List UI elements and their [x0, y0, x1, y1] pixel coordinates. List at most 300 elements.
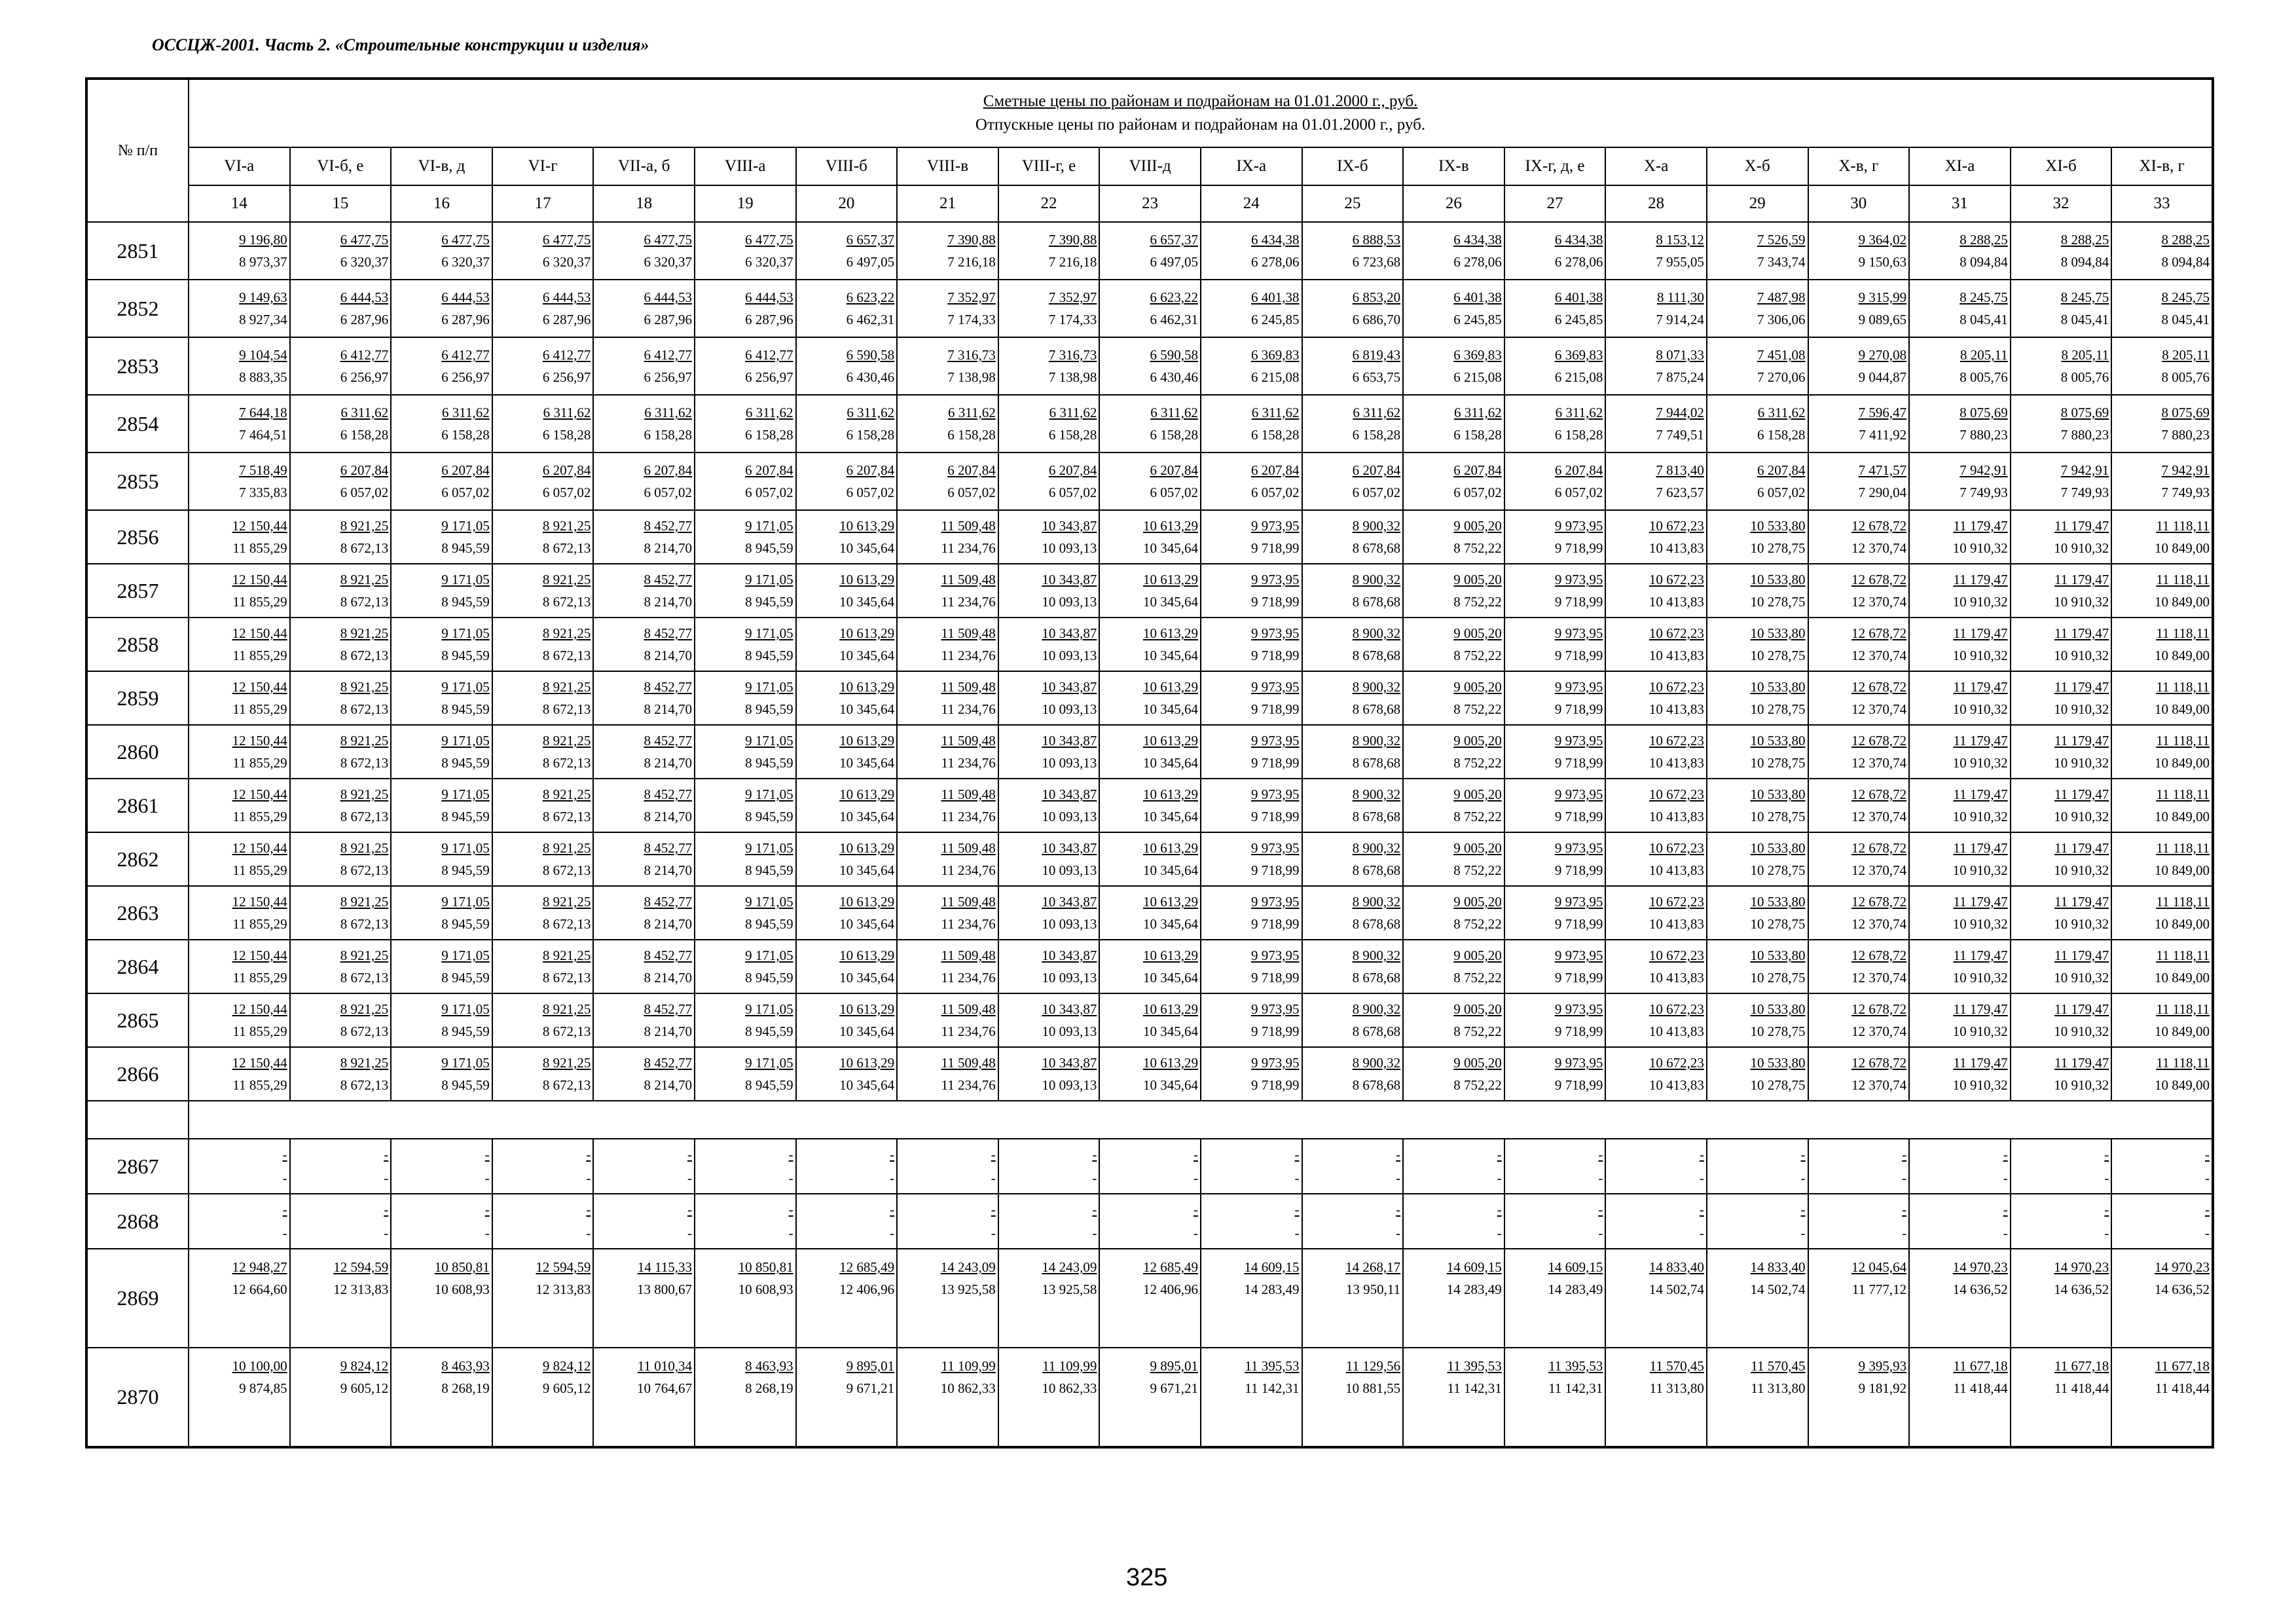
estimate-price: 10 672,23	[1649, 733, 1704, 748]
release-price: 6 158,28	[1554, 427, 1603, 443]
row-number: 2865	[86, 993, 189, 1047]
release-price: 6 430,46	[846, 369, 895, 385]
release-price: 10 910,32	[2054, 594, 2109, 610]
estimate-price: 9 395,93	[1858, 1358, 1907, 1374]
release-price: 12 370,74	[1851, 916, 1907, 932]
release-price: -	[484, 1170, 490, 1186]
release-price: 7 914,24	[1656, 312, 1704, 327]
price-cell	[2011, 395, 2112, 452]
price-cell	[897, 725, 998, 779]
price-cell	[1504, 940, 1606, 993]
price-cell	[391, 1139, 492, 1194]
estimate-price: 11 509,48	[941, 1001, 996, 1017]
release-price: 9 718,99	[1554, 970, 1603, 986]
price-cell	[391, 452, 492, 510]
price-cell	[189, 886, 290, 940]
release-price: 8 752,22	[1453, 916, 1502, 932]
release-price: 8 214,70	[644, 648, 692, 663]
column-index: 25	[1302, 185, 1404, 222]
estimate-price: 6 434,38	[1453, 232, 1502, 248]
release-price: 10 278,75	[1750, 916, 1806, 932]
estimate-price: 7 942,91	[2060, 462, 2109, 478]
estimate-price: 12 150,44	[232, 733, 287, 748]
release-price: 10 413,83	[1649, 1077, 1704, 1093]
estimate-price: 11 109,99	[941, 1358, 996, 1374]
price-cell	[2111, 671, 2213, 725]
release-price: 10 910,32	[1952, 648, 2008, 663]
release-price: 6 256,97	[542, 369, 591, 385]
estimate-price: -	[687, 1147, 692, 1162]
release-price: 6 287,96	[340, 312, 389, 327]
price-cell	[1201, 510, 1302, 564]
price-cell	[897, 337, 998, 395]
column-index: 30	[1808, 185, 1910, 222]
release-price: 10 278,75	[1750, 701, 1806, 717]
region-header: XI-а	[1909, 147, 2011, 185]
release-price: 10 093,13	[1042, 540, 1097, 556]
estimate-price: 6 657,37	[846, 232, 895, 248]
estimate-price: 10 672,23	[1649, 786, 1704, 802]
estimate-price: 10 613,29	[839, 518, 895, 534]
estimate-price: 6 444,53	[542, 289, 591, 305]
estimate-price: 14 609,15	[1548, 1259, 1603, 1275]
estimate-price: 8 245,75	[2060, 289, 2109, 305]
estimate-price: 11 179,47	[1953, 733, 2008, 748]
release-price: 10 345,64	[839, 1077, 895, 1093]
price-cell	[1605, 452, 1707, 510]
release-price: 7 955,05	[1656, 254, 1704, 270]
price-cell	[1504, 395, 1606, 452]
row-number: 2853	[86, 337, 189, 395]
price-cell	[189, 725, 290, 779]
release-price: 10 093,13	[1042, 1077, 1097, 1093]
price-cell	[1201, 564, 1302, 618]
row-number: 2852	[86, 280, 189, 337]
price-cell	[189, 618, 290, 671]
release-price: 8 005,76	[2060, 369, 2109, 385]
release-price: 6 430,46	[1150, 369, 1198, 385]
price-cell	[1302, 395, 1404, 452]
release-price: 10 345,64	[839, 594, 895, 610]
release-price: 8 214,70	[644, 862, 692, 878]
price-cell	[1605, 337, 1707, 395]
estimate-price: 11 179,47	[2054, 894, 2109, 910]
price-cell	[2011, 1139, 2112, 1194]
estimate-price: 12 678,72	[1851, 679, 1907, 695]
price-cell	[391, 1194, 492, 1249]
release-price: 10 413,83	[1649, 809, 1704, 824]
release-price: 7 270,06	[1757, 369, 1806, 385]
price-cell	[1201, 993, 1302, 1047]
estimate-price: 6 412,77	[340, 347, 389, 363]
price-cell	[2011, 671, 2112, 725]
price-cell	[1808, 337, 1910, 395]
estimate-price: 9 171,05	[441, 625, 490, 641]
price-cell	[796, 564, 898, 618]
estimate-price: 6 311,62	[644, 405, 692, 420]
price-cell	[1403, 1249, 1504, 1348]
price-cell	[593, 395, 695, 452]
price-cell	[1403, 993, 1504, 1047]
release-price: 8 672,13	[542, 701, 591, 717]
price-cell	[391, 280, 492, 337]
row-number: 2857	[86, 564, 189, 618]
estimate-price: 9 104,54	[239, 347, 287, 363]
table-row	[86, 395, 2213, 452]
column-index: 20	[796, 185, 898, 222]
price-cell	[695, 940, 796, 993]
region-header: VIII-б	[796, 147, 898, 185]
price-cell	[1808, 993, 1910, 1047]
estimate-price: 8 921,25	[340, 1055, 389, 1071]
price-cell	[1099, 564, 1201, 618]
estimate-price: 8 452,77	[644, 625, 692, 641]
price-cell	[2011, 940, 2112, 993]
price-cell	[1099, 1249, 1201, 1348]
price-cell	[1605, 510, 1707, 564]
release-price: 8 945,59	[745, 970, 793, 986]
release-price: 6 057,02	[1352, 485, 1401, 500]
price-cell	[1605, 671, 1707, 725]
release-price: 7 138,98	[1048, 369, 1097, 385]
estimate-price: 11 010,34	[637, 1358, 692, 1374]
release-price: 10 345,64	[839, 1024, 895, 1039]
release-price: 8 945,59	[745, 701, 793, 717]
price-cell	[695, 886, 796, 940]
price-cell	[492, 337, 594, 395]
price-cell	[1302, 940, 1404, 993]
estimate-price: 11 118,11	[2156, 948, 2210, 963]
region-header: X-б	[1707, 147, 1808, 185]
release-price: 11 855,29	[232, 862, 287, 878]
release-price: 6 320,37	[644, 254, 692, 270]
estimate-price: 12 150,44	[232, 625, 287, 641]
table-row	[86, 618, 2213, 671]
price-cell	[695, 618, 796, 671]
estimate-price: 8 900,32	[1352, 572, 1401, 587]
release-price: 9 150,63	[1858, 254, 1907, 270]
release-price: 9 044,87	[1858, 369, 1907, 385]
estimate-price: 6 412,77	[441, 347, 490, 363]
estimate-price: 11 509,48	[941, 679, 996, 695]
release-price: 10 413,83	[1649, 1024, 1704, 1039]
row-number: 2870	[86, 1348, 189, 1447]
release-price: 11 234,76	[941, 862, 996, 878]
price-cell	[796, 510, 898, 564]
estimate-price: 11 509,48	[941, 840, 996, 856]
row-number	[86, 1101, 189, 1139]
price-cell	[391, 886, 492, 940]
price-cell	[1909, 671, 2011, 725]
price-cell	[2111, 993, 2213, 1047]
price-cell	[1909, 832, 2011, 886]
estimate-price: -	[687, 1202, 692, 1217]
estimate-price: -	[1800, 1147, 1806, 1162]
release-price: 8 672,13	[340, 540, 389, 556]
price-cell	[1099, 618, 1201, 671]
estimate-price: 11 118,11	[2156, 786, 2210, 802]
release-price: 9 718,99	[1251, 1077, 1300, 1093]
price-cell	[1707, 452, 1808, 510]
estimate-price: 11 118,11	[2156, 679, 2210, 695]
estimate-price: 12 594,59	[536, 1259, 591, 1275]
column-index: 15	[290, 185, 392, 222]
release-price: 6 320,37	[745, 254, 793, 270]
release-price: 10 278,75	[1750, 809, 1806, 824]
price-cell	[796, 618, 898, 671]
estimate-price: 7 813,40	[1656, 462, 1704, 478]
price-cell	[1605, 280, 1707, 337]
release-price: 10 093,13	[1042, 755, 1097, 771]
price-cell	[1201, 832, 1302, 886]
estimate-price: 8 921,25	[340, 1001, 389, 1017]
estimate-price: 9 171,05	[745, 1055, 793, 1071]
estimate-price: 9 171,05	[745, 840, 793, 856]
price-cell	[290, 280, 392, 337]
price-cell	[897, 618, 998, 671]
price-cell	[2011, 993, 2112, 1047]
estimate-price: 7 487,98	[1757, 289, 1806, 305]
estimate-price: 9 171,05	[441, 733, 490, 748]
estimate-price: 11 179,47	[1953, 518, 2008, 534]
estimate-price: 6 412,77	[644, 347, 692, 363]
price-cell	[290, 510, 392, 564]
price-cell	[593, 940, 695, 993]
release-price: 10 278,75	[1750, 755, 1806, 771]
price-cell	[189, 280, 290, 337]
release-price: 6 158,28	[947, 427, 996, 443]
estimate-price: 11 677,18	[1953, 1358, 2008, 1374]
price-cell	[2111, 395, 2213, 452]
release-price: -	[384, 1170, 389, 1186]
release-price: 6 278,06	[1554, 254, 1603, 270]
estimate-price: 6 207,84	[644, 462, 692, 478]
price-cell	[2111, 1047, 2213, 1101]
release-price: 9 718,99	[1251, 1024, 1300, 1039]
estimate-price: 10 343,87	[1042, 840, 1097, 856]
release-price: -	[384, 1225, 389, 1241]
estimate-price: 8 452,77	[644, 948, 692, 963]
release-price: 8 678,68	[1352, 648, 1401, 663]
release-price: 13 950,11	[1345, 1282, 1401, 1297]
price-cell	[2111, 452, 2213, 510]
price-cell	[1403, 1139, 1504, 1194]
price-cell	[897, 886, 998, 940]
release-price: 8 005,76	[1959, 369, 2008, 385]
estimate-price: 11 509,48	[941, 786, 996, 802]
estimate-price: 9 171,05	[441, 518, 490, 534]
region-header: VIII-г, е	[998, 147, 1100, 185]
release-price: 10 278,75	[1750, 862, 1806, 878]
price-cell	[1909, 280, 2011, 337]
region-header: XI-б	[2011, 147, 2112, 185]
release-price: 8 945,59	[441, 594, 490, 610]
price-table	[85, 77, 2214, 1449]
estimate-price: 11 179,47	[2054, 1055, 2109, 1071]
column-index: 17	[492, 185, 594, 222]
price-cell	[998, 1249, 1100, 1348]
price-cell	[2011, 1348, 2112, 1447]
estimate-price: 9 973,95	[1554, 733, 1603, 748]
release-price: 9 605,12	[340, 1380, 389, 1396]
price-cell	[1605, 618, 1707, 671]
price-cell	[2111, 725, 2213, 779]
estimate-price: -	[2205, 1147, 2210, 1162]
estimate-price: 9 973,95	[1554, 948, 1603, 963]
estimate-price: 8 111,30	[1656, 289, 1704, 305]
release-price: 8 672,13	[340, 1077, 389, 1093]
release-price: 11 418,44	[1953, 1380, 2008, 1396]
price-cell	[492, 1139, 594, 1194]
column-index: 18	[593, 185, 695, 222]
estimate-price: 8 921,25	[340, 518, 389, 534]
estimate-price: 11 179,47	[1953, 572, 2008, 587]
estimate-price: 11 509,48	[941, 894, 996, 910]
price-cell	[1605, 1348, 1707, 1447]
price-cell	[189, 1348, 290, 1447]
estimate-price: 6 207,84	[542, 462, 591, 478]
release-price: 6 287,96	[644, 312, 692, 327]
release-price: -	[2205, 1225, 2210, 1241]
estimate-price: 6 311,62	[1251, 405, 1300, 420]
release-price: 10 910,32	[2054, 1077, 2109, 1093]
release-price: 9 718,99	[1554, 648, 1603, 663]
release-price: 12 406,96	[1142, 1282, 1198, 1297]
release-price: 10 345,64	[839, 862, 895, 878]
price-cell	[1808, 1348, 1910, 1447]
price-cell	[1808, 510, 1910, 564]
price-cell	[189, 779, 290, 832]
price-cell	[796, 725, 898, 779]
estimate-price: 12 045,64	[1851, 1259, 1907, 1275]
release-price: 10 910,32	[1952, 755, 2008, 771]
release-price: 7 290,04	[1858, 485, 1907, 500]
estimate-price: 8 921,25	[340, 679, 389, 695]
row-number: 2859	[86, 671, 189, 725]
release-price: 8 945,59	[441, 540, 490, 556]
price-cell	[1099, 1348, 1201, 1447]
price-cell	[391, 993, 492, 1047]
release-price: 10 910,32	[2054, 1024, 2109, 1039]
release-price: 8 672,13	[542, 594, 591, 610]
estimate-price: 11 118,11	[2156, 1055, 2210, 1071]
release-price: 8 945,59	[745, 648, 793, 663]
price-cell	[2011, 337, 2112, 395]
price-cell	[695, 1249, 796, 1348]
release-price: 10 910,32	[1952, 1077, 2008, 1093]
release-price: -	[1800, 1225, 1806, 1241]
release-price: 11 234,76	[941, 755, 996, 771]
estimate-price: 12 685,49	[1142, 1259, 1198, 1275]
release-price: 6 158,28	[745, 427, 793, 443]
release-price: 10 093,13	[1042, 862, 1097, 878]
estimate-price: 12 678,72	[1851, 625, 1907, 641]
release-price: 8 672,13	[340, 970, 389, 986]
price-cell	[1808, 618, 1910, 671]
estimate-price: 9 005,20	[1453, 518, 1502, 534]
release-price: 11 142,31	[1447, 1380, 1502, 1396]
release-price: 10 862,33	[1042, 1380, 1097, 1396]
release-price: -	[1193, 1170, 1198, 1186]
estimate-price: 9 171,05	[441, 1001, 490, 1017]
estimate-price: 12 594,59	[333, 1259, 389, 1275]
release-price: 10 910,32	[1952, 809, 2008, 824]
estimate-price: 7 451,08	[1757, 347, 1806, 363]
estimate-price: 7 316,73	[1048, 347, 1097, 363]
estimate-price: 12 948,27	[232, 1259, 287, 1275]
estimate-price: 11 179,47	[2054, 1001, 2109, 1017]
price-cell	[1099, 779, 1201, 832]
region-header: IX-а	[1201, 147, 1302, 185]
release-price: 8 268,19	[441, 1380, 490, 1396]
estimate-price: -	[1092, 1147, 1097, 1162]
release-price: 8 678,68	[1352, 862, 1401, 878]
region-header: VIII-д	[1099, 147, 1201, 185]
release-price: 10 849,00	[2155, 862, 2210, 878]
price-cell	[492, 725, 594, 779]
estimate-price: -	[1294, 1147, 1300, 1162]
release-price: 12 370,74	[1851, 701, 1907, 717]
price-cell	[998, 779, 1100, 832]
estimate-price: 10 533,80	[1750, 894, 1806, 910]
estimate-price: 14 268,17	[1345, 1259, 1401, 1275]
estimate-price: 12 678,72	[1851, 733, 1907, 748]
estimate-price: 9 196,80	[239, 232, 287, 248]
price-cell	[2111, 886, 2213, 940]
release-price: -	[991, 1170, 996, 1186]
estimate-price: 11 179,47	[1953, 679, 2008, 695]
release-price: 8 678,68	[1352, 540, 1401, 556]
price-cell	[998, 1047, 1100, 1101]
price-cell	[1099, 886, 1201, 940]
release-price: 6 158,28	[1150, 427, 1198, 443]
estimate-price: 9 824,12	[340, 1358, 389, 1374]
price-cell	[998, 222, 1100, 280]
release-price: 8 678,68	[1352, 755, 1401, 771]
estimate-price: 10 533,80	[1750, 1001, 1806, 1017]
price-cell	[1707, 940, 1808, 993]
price-cell	[695, 510, 796, 564]
price-cell	[189, 395, 290, 452]
row-number: 2854	[86, 395, 189, 452]
estimate-price: 10 613,29	[839, 786, 895, 802]
price-cell	[1099, 1194, 1201, 1249]
estimate-price: -	[2104, 1202, 2109, 1217]
release-price: -	[1497, 1225, 1502, 1241]
price-cell	[796, 280, 898, 337]
row-number: 2863	[86, 886, 189, 940]
price-cell	[1605, 1047, 1707, 1101]
release-price: 13 800,67	[636, 1282, 692, 1297]
estimate-price: 12 150,44	[232, 786, 287, 802]
price-cell	[1909, 886, 2011, 940]
price-cell	[1605, 222, 1707, 280]
estimate-price: 12 150,44	[232, 948, 287, 963]
release-price: 6 497,05	[846, 254, 895, 270]
price-cell	[1808, 280, 1910, 337]
estimate-price: 8 921,25	[542, 786, 591, 802]
price-cell	[897, 1047, 998, 1101]
release-price: -	[282, 1170, 287, 1186]
price-cell	[897, 1139, 998, 1194]
release-price: 8 945,59	[745, 862, 793, 878]
price-cell	[897, 1348, 998, 1447]
price-cell	[189, 564, 290, 618]
estimate-price: 6 311,62	[1353, 405, 1401, 420]
table-row	[86, 564, 2213, 618]
estimate-price: -	[1598, 1147, 1603, 1162]
release-price: 12 313,83	[536, 1282, 591, 1297]
